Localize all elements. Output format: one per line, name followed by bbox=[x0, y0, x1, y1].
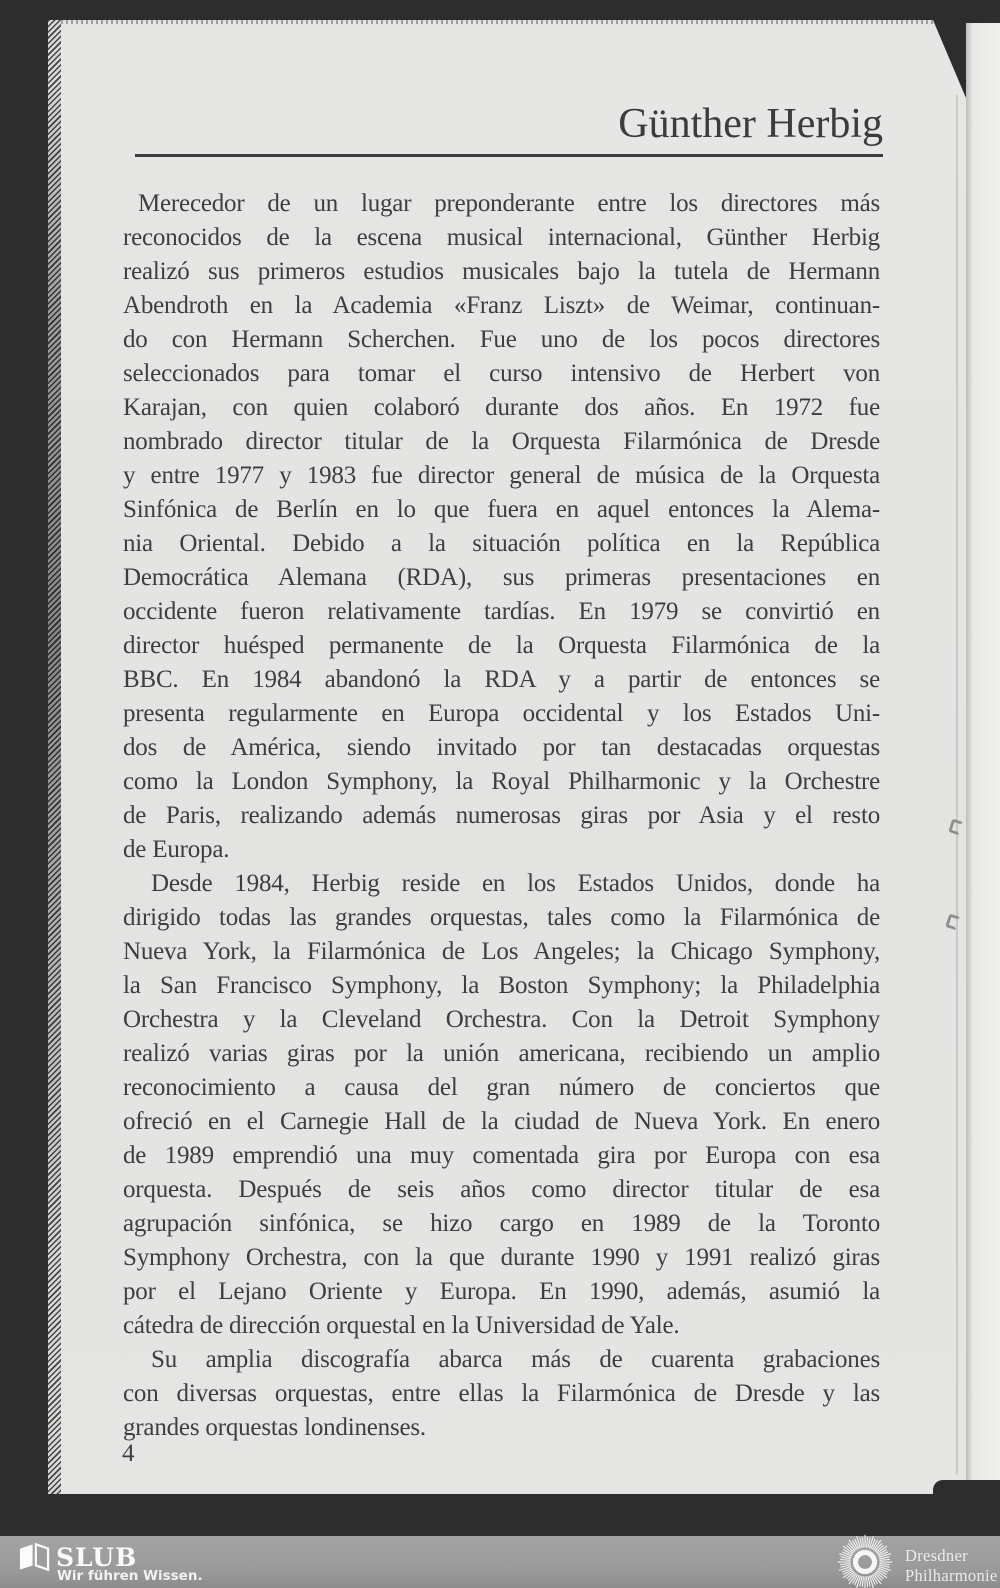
paragraph bbox=[123, 867, 880, 1343]
text-line: la San Francisco Symphony, la Boston Symphony; la Philadelphia bbox=[123, 972, 880, 999]
text-line: Merecedor de un lugar preponderante entre los directores más bbox=[138, 190, 880, 217]
text-line: presenta regularmente en Europa occidental y los Estados Uni- bbox=[123, 700, 880, 727]
text-line: de 1989 emprendió una muy comentada gira por Europa con esa bbox=[123, 1142, 880, 1169]
philharmonie-logo-text bbox=[905, 1546, 998, 1586]
text-line: occidente fueron relativamente tardías. En 1979 se convirtió en bbox=[123, 598, 880, 625]
text-line: seleccionados para tomar el curso intensivo de Herbert von bbox=[123, 360, 880, 387]
slub-open-book-icon bbox=[17, 1542, 51, 1572]
text-line: de Europa. bbox=[123, 836, 230, 863]
text-line: realizó varias giras por la unión americana, recibiendo un amplio bbox=[123, 1040, 880, 1067]
text-line: agrupación sinfónica, se hizo cargo en 1989 de la Toronto bbox=[123, 1210, 880, 1237]
text-line: reconocidos de la escena musical internacional, Günther Herbig bbox=[123, 224, 880, 251]
paragraph bbox=[123, 187, 880, 867]
text-line: realizó sus primeros estudios musicales bajo la tutela de Hermann bbox=[123, 258, 880, 285]
binding-edge-shadow bbox=[48, 20, 61, 1494]
text-line: Sinfónica de Berlín en lo que fuera en aquel entonces la Alema- bbox=[123, 496, 880, 523]
slub-tagline: Wir führen Wissen. bbox=[57, 1568, 203, 1584]
philharmonie-line2: Philharmonie bbox=[905, 1566, 998, 1585]
text-line: y entre 1977 y 1983 fue director general de música de la Orquesta bbox=[123, 462, 880, 489]
page-fold-crease bbox=[956, 95, 958, 1475]
next-page-sliver bbox=[966, 23, 1000, 1482]
text-line: Su amplia discografía abarca más de cuarenta grabaciones bbox=[151, 1346, 880, 1373]
text-line: cátedra de dirección orquestal en la Universidad de Yale. bbox=[123, 1312, 680, 1339]
text-line: Nueva York, la Filarmónica de Los Angeles; la Chicago Symphony, bbox=[123, 938, 880, 965]
text-line: reconocimiento a causa del gran número de conciertos que bbox=[123, 1074, 880, 1101]
philharmonie-line1: Dresdner bbox=[905, 1546, 968, 1565]
text-line: nombrado director titular de la Orquesta Filarmónica de Dresde bbox=[123, 428, 880, 455]
text-line: do con Hermann Scherchen. Fue uno de los pocos directores bbox=[123, 326, 880, 353]
text-line: grandes orquestas londinenses. bbox=[123, 1414, 426, 1441]
paragraph bbox=[123, 1343, 880, 1445]
page-top-edge bbox=[61, 20, 935, 24]
text-line: ofreció en el Carnegie Hall de la ciudad de Nueva York. En enero bbox=[123, 1108, 880, 1135]
slub-logo-text: SLUB bbox=[56, 1543, 138, 1572]
title-rule bbox=[135, 154, 883, 157]
text-line: Desde 1984, Herbig reside en los Estados Unidos, donde ha bbox=[151, 870, 880, 897]
text-line: como la London Symphony, la Royal Philharmonic y la Orchestre bbox=[123, 768, 880, 795]
page-number: 4 bbox=[122, 1440, 135, 1467]
text-line: dirigido todas las grandes orquestas, tales como la Filarmónica de bbox=[123, 904, 880, 931]
text-line: de Paris, realizando además numerosas giras por Asia y el resto bbox=[123, 802, 880, 829]
text-line: Abendroth en la Academia «Franz Liszt» de Weimar, continuan- bbox=[123, 292, 880, 319]
text-line: BBC. En 1984 abandonó la RDA y a partir de entonces se bbox=[123, 666, 880, 693]
text-line: Symphony Orchestra, con la que durante 1990 y 1991 realizó giras bbox=[123, 1244, 880, 1271]
page-title: Günther Herbig bbox=[618, 101, 883, 147]
philharmonie-sunburst-icon bbox=[836, 1533, 894, 1588]
body-text bbox=[123, 187, 880, 1445]
text-line: nia Oriental. Debido a la situación política en la República bbox=[123, 530, 880, 557]
text-line: dos de América, siendo invitado por tan destacadas orquestas bbox=[123, 734, 880, 761]
text-line: orquesta. Después de seis años como director titular de esa bbox=[123, 1176, 880, 1203]
text-line: por el Lejano Oriente y Europa. En 1990, además, asumió la bbox=[123, 1278, 880, 1305]
page-bottom-shadow bbox=[933, 1480, 1000, 1496]
text-line: Democrática Alemana (RDA), sus primeras presentaciones en bbox=[123, 564, 880, 591]
text-line: Orchestra y la Cleveland Orchestra. Con la Detroit Symphony bbox=[123, 1006, 880, 1033]
text-line: director huésped permanente de la Orquesta Filarmónica de la bbox=[123, 632, 880, 659]
text-line: con diversas orquestas, entre ellas la Filarmónica de Dresde y las bbox=[123, 1380, 880, 1407]
text-line: Karajan, con quien colaboró durante dos años. En 1972 fue bbox=[123, 394, 880, 421]
